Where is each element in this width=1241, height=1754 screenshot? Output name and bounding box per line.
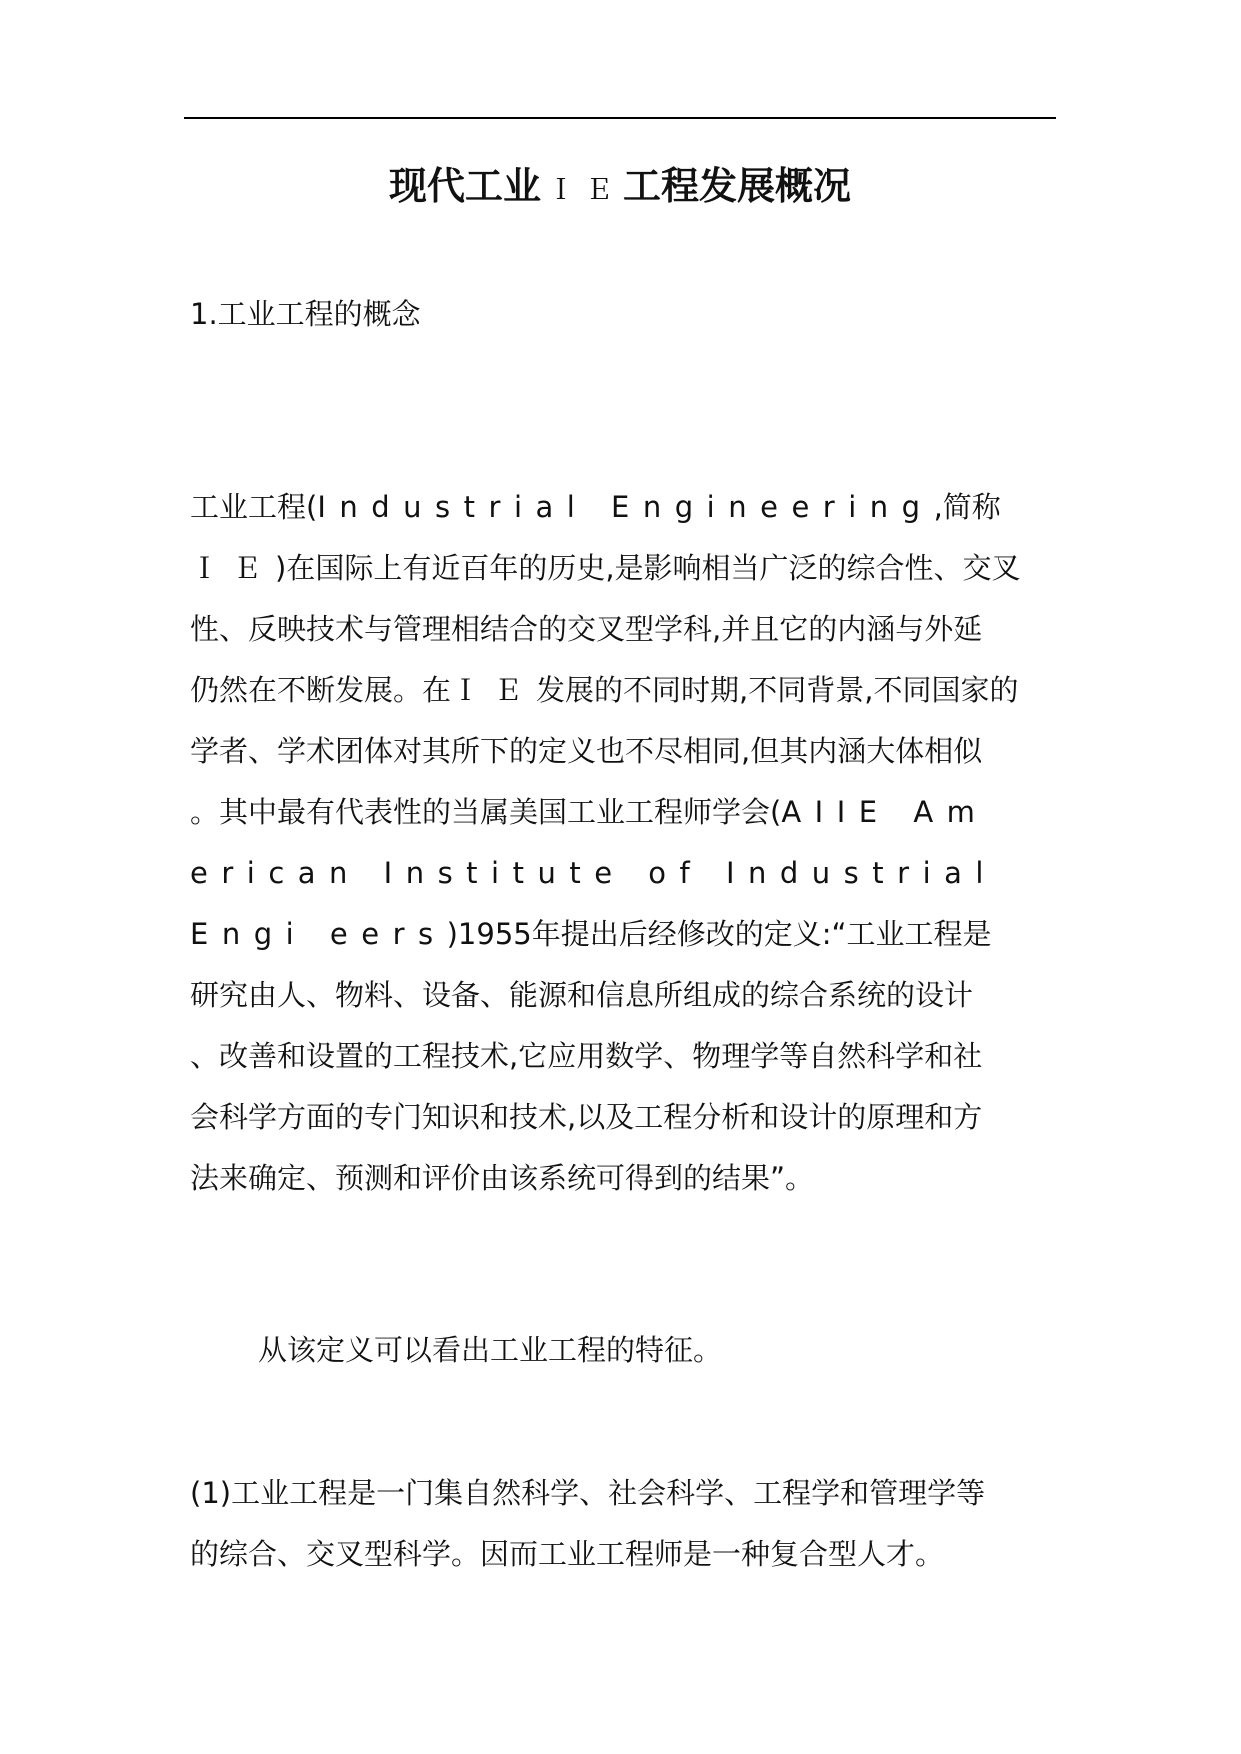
- text-run: 性、反映技术与管理相结合的交叉型学科,并且它的内涵与外延: [190, 612, 983, 646]
- text-run: 法来确定、预测和评价由该系统可得到的结果”。: [190, 1161, 815, 1195]
- paragraph-1-line-2: [190, 538, 1021, 599]
- paragraph-3-line-1: (1)工业工程是一门集自然科学、社会科学、工程学和管理学等: [190, 1476, 986, 1510]
- paragraph-1-line-10: [190, 1026, 1021, 1087]
- text-run: )在国际上有近百年的历史,是影响相当广泛的综合性、交叉: [275, 551, 1021, 585]
- paragraph-2: 从该定义可以看出工业工程的特征。: [258, 1333, 723, 1367]
- paragraph-1-line-5: [190, 721, 1021, 782]
- title-suffix: 工程发展概况: [623, 164, 852, 208]
- paragraph-1-line-11: [190, 1087, 1021, 1148]
- text-run: 会科学方面的专门知识和技术,以及工程分析和设计的原理和方: [190, 1100, 983, 1134]
- paragraph-1-line-4: [190, 660, 1021, 721]
- text-run-spaced: ＩＥ: [190, 551, 276, 585]
- paragraph-1-line-9: [190, 965, 1021, 1026]
- text-run-spaced: ＩＥ: [451, 673, 537, 707]
- paragraph-3: [190, 1463, 985, 1585]
- paragraph-1-line-1: [190, 477, 1021, 538]
- title-ie: ＩＥ: [546, 173, 623, 206]
- section-heading: 1.工业工程的概念: [190, 297, 421, 331]
- paragraph-1-line-8: [190, 904, 1021, 965]
- text-run-spaced: Industrial Engineering: [317, 490, 934, 524]
- paragraph-1-line-6: [190, 782, 1021, 843]
- paragraph-1-line-12: [190, 1148, 1021, 1209]
- title-prefix: 现代工业: [388, 164, 541, 208]
- text-run: 学者、学术团体对其所下的定义也不尽相同,但其内涵大体相似: [190, 734, 983, 768]
- header-rule: [184, 117, 1056, 119]
- text-run: 研究由人、物料、设备、能源和信息所组成的综合系统的设计: [190, 978, 974, 1012]
- paragraph-1-line-7: [190, 843, 1021, 904]
- text-run-spaced: Engi eers: [190, 917, 447, 951]
- text-run: 。其中最有代表性的当属美国工业工程师学会(: [190, 795, 782, 829]
- text-run: ,简称: [933, 490, 1001, 524]
- text-run: )1955年提出后经修改的定义:“工业工程是: [446, 917, 992, 951]
- paragraph-1: [190, 477, 1021, 1209]
- text-run: 工业工程(: [190, 490, 318, 524]
- text-run: 仍然在不断发展。在: [190, 673, 452, 707]
- document-title: [184, 160, 1056, 216]
- paragraph-3-line-2: 的综合、交叉型科学。因而工业工程师是一种复合型人才。: [190, 1537, 945, 1571]
- paragraph-1-line-3: [190, 599, 1021, 660]
- text-run: 、改善和设置的工程技术,它应用数学、物理学等自然科学和社: [190, 1039, 983, 1073]
- text-run: 发展的不同时期,不同背景,不同国家的: [536, 673, 1019, 707]
- text-run-spaced: AIIE Am: [781, 795, 989, 829]
- text-run-spaced: erican Institute of Industrial: [190, 856, 997, 890]
